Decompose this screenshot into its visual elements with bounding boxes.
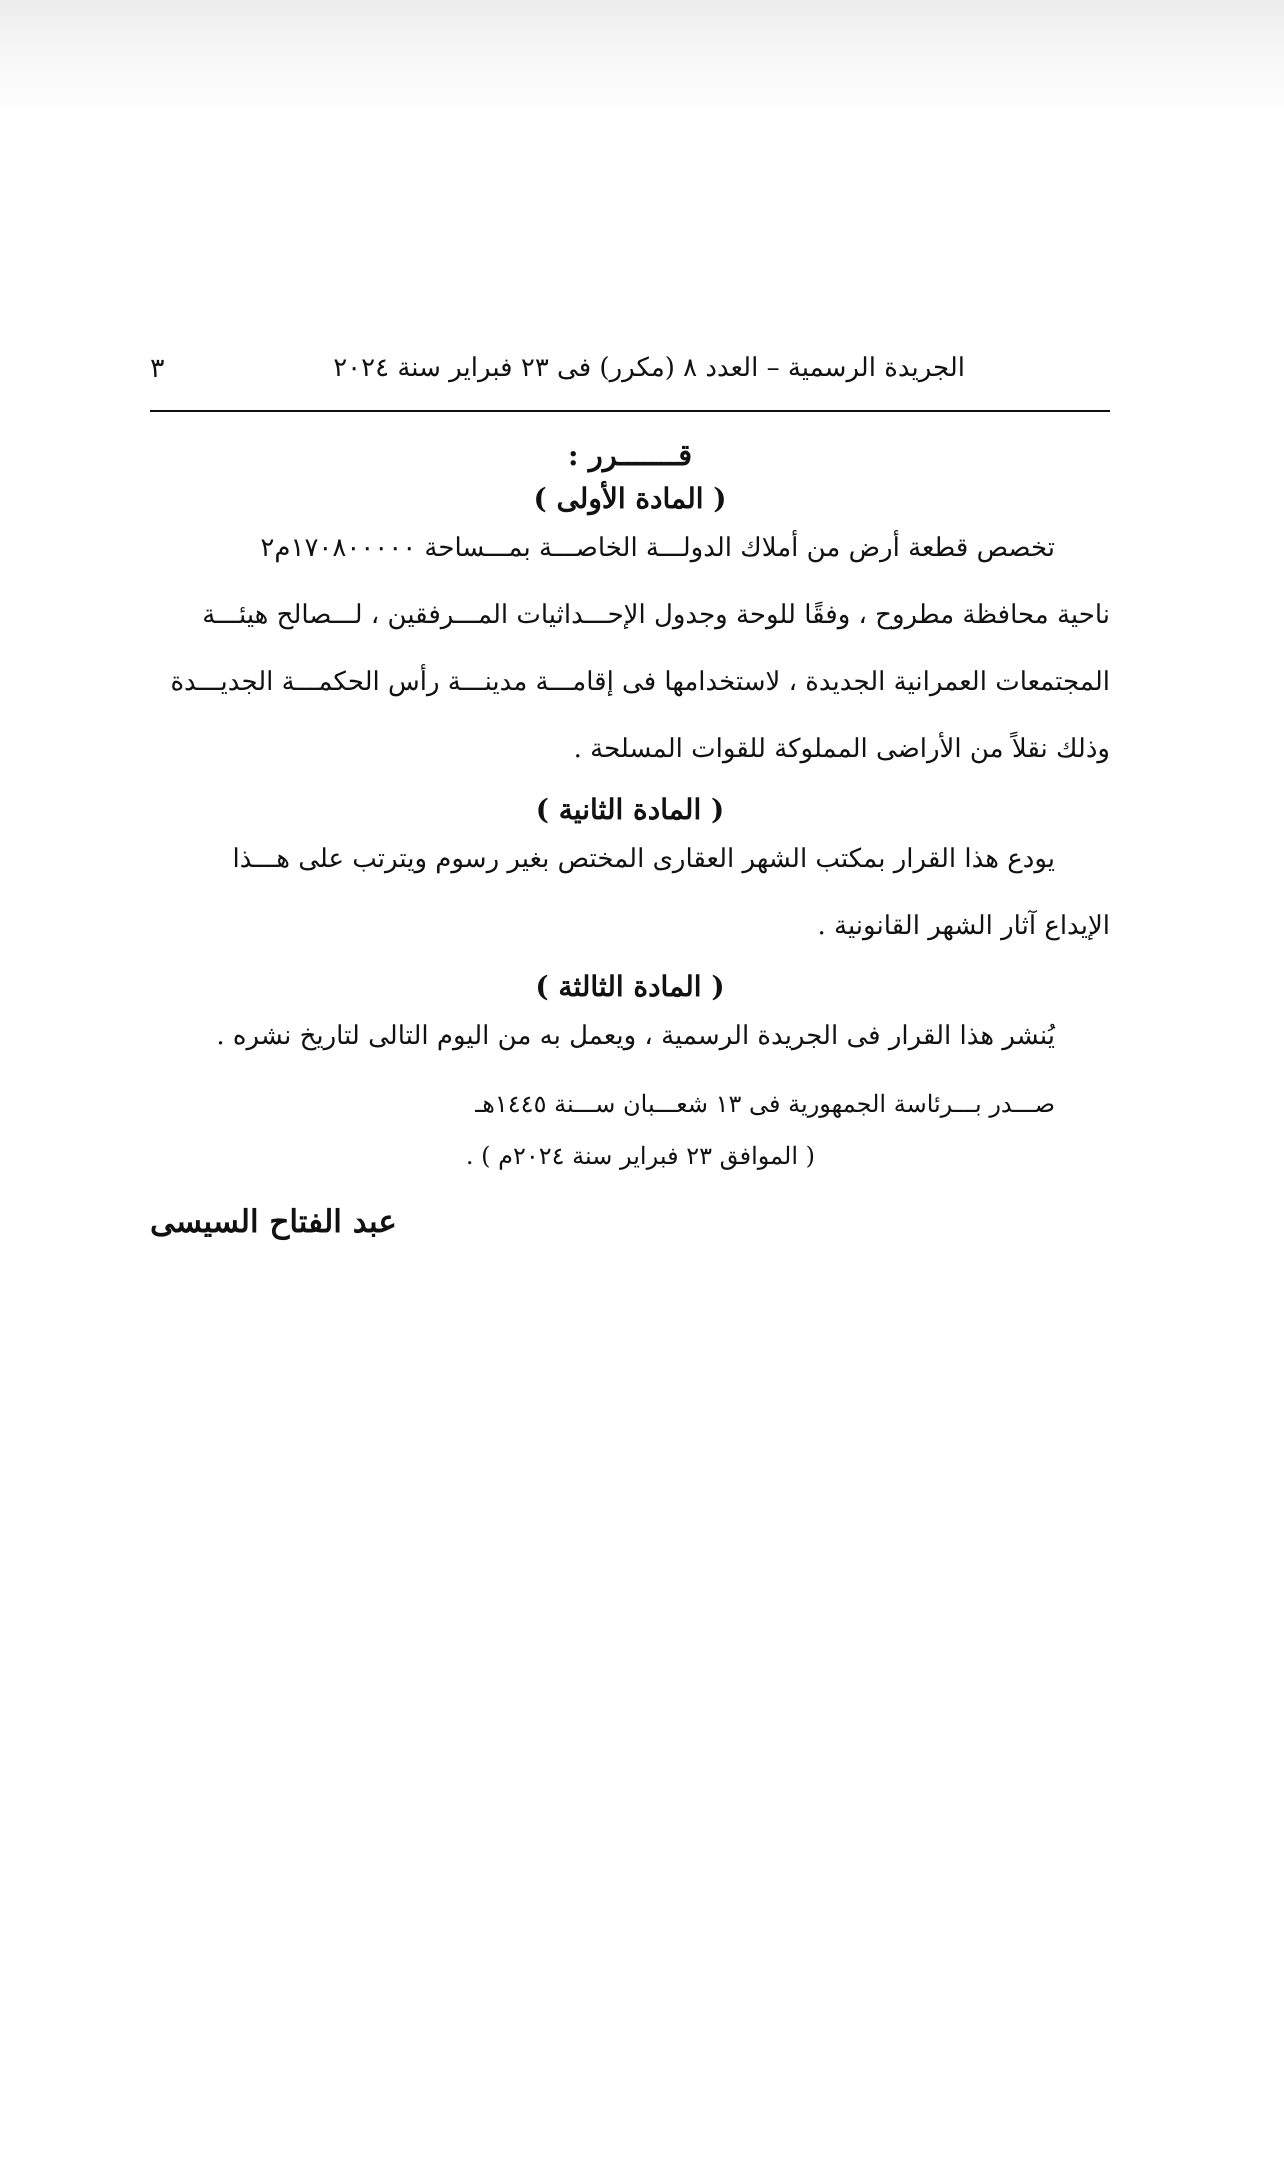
article-2-line-2: الإيداع آثار الشهر القانونية . (817, 911, 1110, 941)
article-2-line-1: يودع هذا القرار بمكتب الشهر العقارى المختص بغير رسوم ويترتب على هـــذا (232, 844, 1055, 874)
article-2-body (150, 826, 1110, 960)
page-header (150, 330, 1110, 412)
issued-line-1: صـــدر بـــرئاسة الجمهورية فى ١٣ شعـــبان ســـنة ١٤٤٥هـ (475, 1090, 1055, 1118)
gazette-page (150, 330, 1110, 1240)
article-1-body (150, 515, 1110, 783)
issued-block (150, 1078, 1110, 1182)
top-shade (0, 0, 1284, 120)
page-number: ٣ (150, 353, 165, 384)
signature: عبد الفتاح السيسى (150, 1204, 397, 1240)
article-3-line-1: يُنشر هذا القرار فى الجريدة الرسمية ، ويعمل به من اليوم التالى لتاريخ نشره . (216, 1021, 1055, 1051)
article-3-title: ( المادة الثالثة ) (535, 970, 725, 1003)
article-3-body (150, 1003, 1110, 1070)
article-2-title: ( المادة الثانية ) (535, 793, 725, 826)
article-1-line-2: ناحية محافظة مطروح ، وفقًا للوحة وجدول الإحـــداثيات المـــرفقين ، لـــصالح هيئـــة (202, 600, 1110, 630)
decision-heading: قـــــــرر : (567, 438, 693, 472)
issued-line-2: ( الموافق ٢٣ فبراير سنة ٢٠٢٤م ) . (465, 1142, 815, 1170)
article-1-line-1: تخصص قطعة أرض من أملاك الدولـــة الخاصـــة بمـــساحة ١٧٠٨٠٠٠٠٠م٢ (260, 533, 1055, 563)
article-1-line-3: المجتمعات العمرانية الجديدة ، لاستخدامها فى إقامـــة مدينـــة رأس الحكمـــة الجديـــدة (170, 667, 1110, 697)
article-1-line-4: وذلك نقلاً من الأراضى المملوكة للقوات المسلحة . (573, 734, 1110, 764)
article-1-title: ( المادة الأولى ) (533, 482, 727, 515)
header-title: الجريدة الرسمية – العدد ٨ (مكرر) فى ٢٣ فبراير سنة ٢٠٢٤ (333, 353, 965, 383)
